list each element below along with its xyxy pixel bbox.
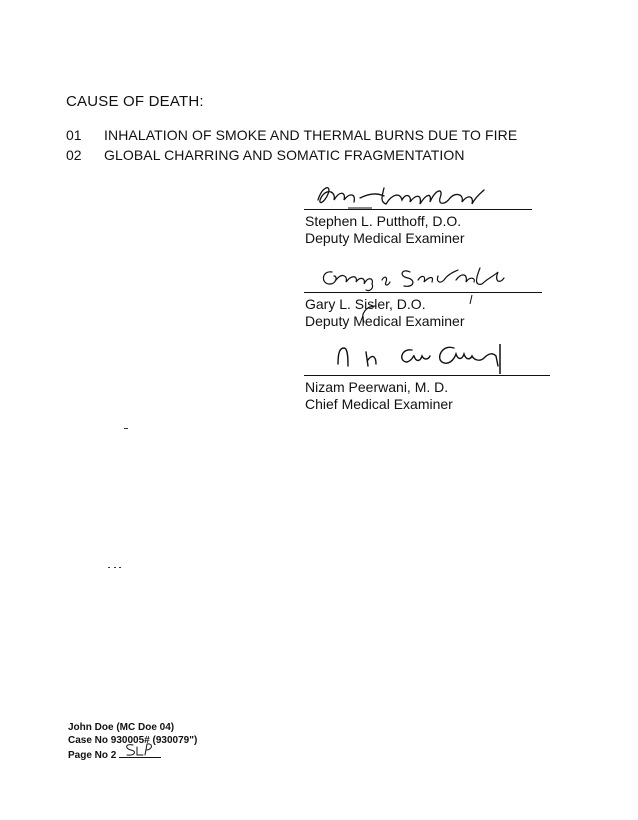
page-number-label: Page No 2 — [68, 750, 117, 761]
footer-case-number: Case No 930005# (930079") — [68, 735, 198, 746]
scan-speck — [114, 567, 116, 568]
signature-line-3 — [304, 375, 550, 376]
signatory-title-2: Deputy Medical Examiner — [305, 313, 465, 329]
footer-page-number — [68, 747, 161, 762]
initials-field — [119, 747, 161, 758]
handwritten-initials — [123, 741, 159, 757]
cause-number-2: 02 — [66, 147, 82, 163]
signature-line-2 — [304, 292, 542, 293]
cause-text-2: GLOBAL CHARRING AND SOMATIC FRAGMENTATION — [104, 147, 465, 163]
signatory-name-2: Gary L. Sisler, D.O. — [305, 296, 426, 312]
scan-speck — [108, 567, 110, 568]
signatory-title-3: Chief Medical Examiner — [305, 396, 453, 412]
footer-patient: John Doe (MC Doe 04) — [68, 722, 175, 733]
signatory-name-1: Stephen L. Putthoff, D.O. — [305, 213, 462, 229]
signatory-title-1: Deputy Medical Examiner — [305, 230, 465, 246]
scan-speck — [119, 567, 121, 568]
signature-sisler — [318, 262, 518, 294]
signature-putthoff — [312, 182, 492, 212]
signature-peerwani — [330, 304, 550, 376]
signature-line-1 — [304, 209, 532, 210]
cause-number-1: 01 — [66, 127, 82, 143]
cause-text-1: INHALATION OF SMOKE AND THERMAL BURNS DUE TO FIRE — [104, 127, 518, 143]
scan-speck — [124, 428, 128, 429]
cause-of-death-heading: CAUSE OF DEATH: — [66, 93, 204, 110]
signatory-name-3: Nizam Peerwani, M. D. — [305, 379, 449, 395]
